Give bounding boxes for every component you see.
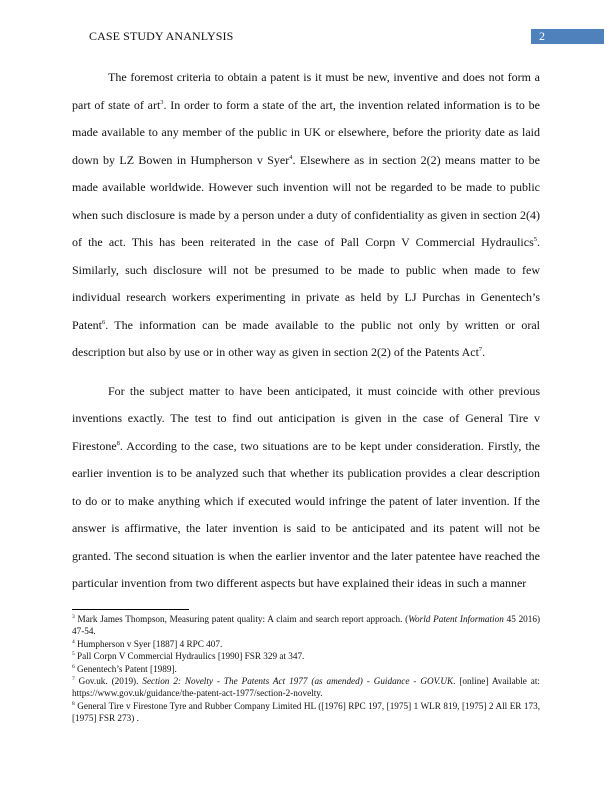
footnote-3 bbox=[72, 613, 540, 638]
paragraph-text: . According to the case, two situations are to be kept under consideration. Firstly, the earlier invention is to be analyzed such that whether its publication provides a clear description to do or to make anything which if executed would infringe the patent of later invention. If the answer is affirmative, the later invention is said to be anticipated and its patent will not be granted. The second situation is when the earlier inventor and the later patentee have reached the particular invention from two different aspects but have explained their ideas in such a manner bbox=[72, 438, 540, 590]
footnote-4 bbox=[72, 638, 540, 650]
paragraph-text: . In order to form a state of the art, the invention related information is to be made available to any member of the public in UK or elsewhere, before the priority date as laid down by LZ Bowen in Humpherson v Syer bbox=[72, 97, 540, 167]
footnote-text: . [online] Available at: https://www.gov.uk/guidance/the-patent-act-1977/section-2-novelty. bbox=[72, 676, 540, 699]
footnote-ref[interactable]: 4 bbox=[289, 153, 293, 161]
body-text bbox=[72, 64, 540, 598]
footnote-number: 3 bbox=[72, 613, 75, 620]
paragraph-text: . bbox=[482, 345, 486, 359]
paragraph-text: For the subject matter to have been anticipated, it must coincide with other previous inventions exactly. The test to find out anticipation is given in the case of General Tire v Firestone bbox=[72, 383, 540, 453]
footnote-text: Pall Corpn V Commercial Hydraulics [1990] FSR 329 at 347. bbox=[74, 651, 305, 662]
paragraph-2 bbox=[72, 378, 540, 598]
footnote-8 bbox=[72, 700, 540, 725]
footnote-number: 4 bbox=[72, 638, 75, 645]
paragraph-text: . Elsewhere as in section 2(2) means matter to be made available worldwide. However such invention will not be regarded to be made to public when such disclosure is made by a person under a duty of confidentiality as given in section 2(4) of the act. This has been reiterated in the case of Pall Corpn V Commercial Hydraulics bbox=[72, 152, 540, 249]
footnote-number: 6 bbox=[72, 663, 75, 670]
footnote-ref[interactable]: 6 bbox=[102, 318, 106, 326]
page-number-badge: 2 bbox=[531, 29, 604, 44]
footnote-text: General Tire v Firestone Tyre and Rubber Company Limited HL ([1976] RPC 197, [1975] 1 WLR 819, [1975] 2 All ER 173, [1975] FSR 273) . bbox=[72, 700, 540, 724]
footnote-text: 45 2016) 47-54. bbox=[72, 614, 540, 637]
footnote-ref[interactable]: 7 bbox=[478, 346, 483, 353]
paragraph-text: . The information can be made available to the public not only by written or oral description but also by use or in other way as given in section 2(2) of the Patents Act bbox=[72, 317, 540, 359]
footnote-ref[interactable]: 3 bbox=[160, 98, 164, 106]
footnote-separator bbox=[72, 609, 189, 610]
paragraph-text: The foremost criteria to obtain a patent is it must be new, inventive and does not form a part of state of art bbox=[72, 70, 540, 112]
footnote-number: 7 bbox=[72, 675, 75, 682]
footnote-text: Gov.uk. (2019). bbox=[74, 676, 143, 687]
footnote-italic-text: World Patent Information bbox=[408, 614, 504, 624]
footnotes bbox=[72, 613, 540, 725]
footnote-italic-text: Section 2: Novelty - The Patents Act 1977 (as amended) - Guidance - GOV.UK bbox=[142, 676, 454, 687]
footnote-text: Genentech’s Patent [1989]. bbox=[74, 663, 177, 674]
footnote-ref[interactable]: 8 bbox=[116, 439, 120, 447]
footnote-7 bbox=[72, 675, 540, 700]
footnote-6 bbox=[72, 663, 540, 675]
paragraph-text: . Similarly, such disclosure will not be presumed to be made to public when made to few individual research workers experimenting in private as held by LJ Purchas in Genentech’s Patent bbox=[72, 235, 540, 332]
footnote-number: 8 bbox=[72, 700, 75, 707]
footnote-number: 5 bbox=[72, 651, 75, 658]
paragraph-1 bbox=[72, 64, 540, 367]
running-header-title: CASE STUDY ANANLYSIS bbox=[89, 29, 234, 43]
footnote-ref[interactable]: 5 bbox=[533, 236, 537, 243]
footnote-text: Humpherson v Syer [1887] 4 RPC 407. bbox=[74, 638, 223, 649]
footnote-text: Mark James Thompson, Measuring patent quality: A claim and search report approach. ( bbox=[74, 614, 409, 624]
footnote-5 bbox=[72, 650, 540, 662]
